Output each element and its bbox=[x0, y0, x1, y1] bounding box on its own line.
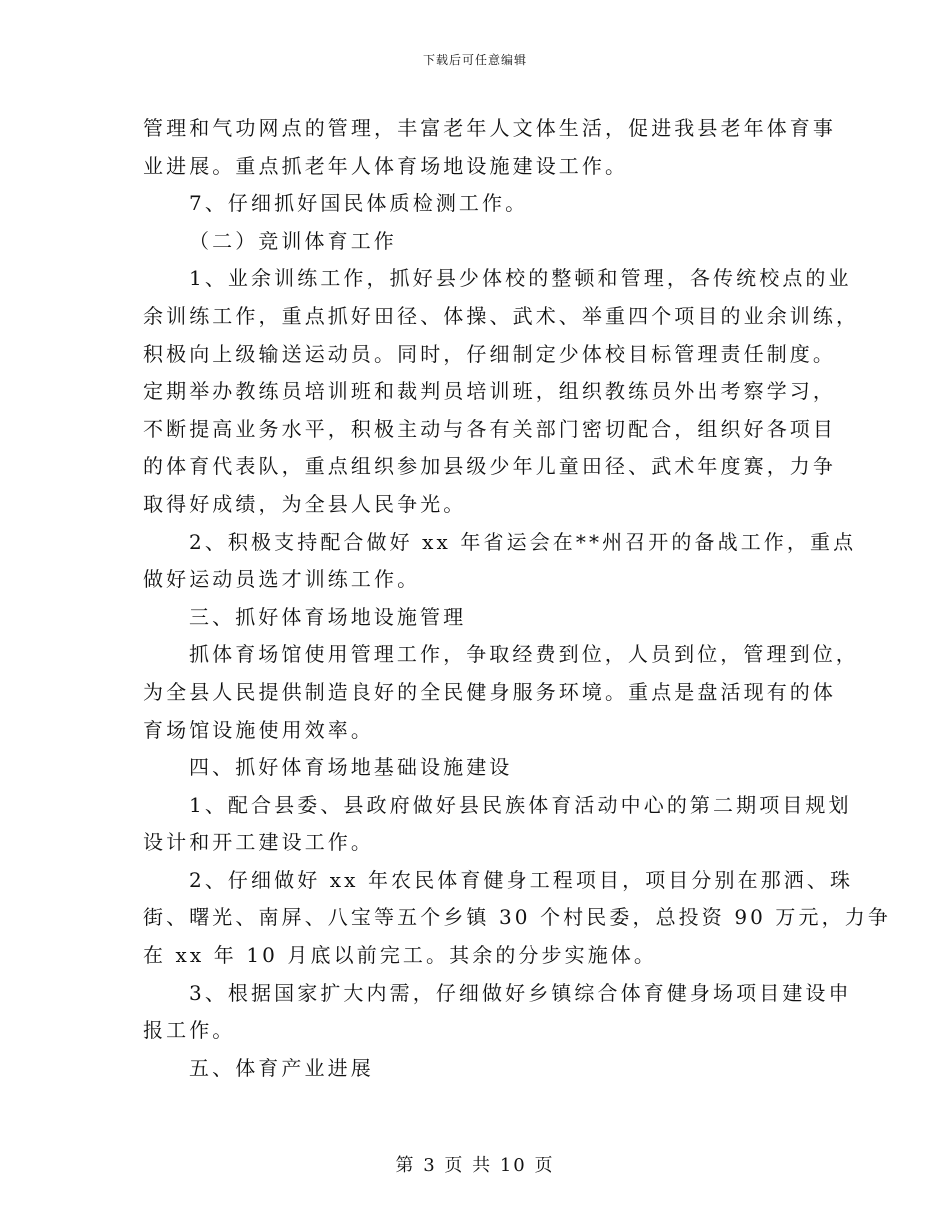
page-header: 下载后可任意编辑 bbox=[422, 53, 527, 67]
text-line: 街、曙光、南屏、八宝等五个乡镇 30 个村民委，总投资 90 万元，力争 bbox=[143, 905, 891, 930]
text-line: 业进展。重点抓老年人体育场地设施建设工作。 bbox=[143, 153, 629, 178]
text-line: 在 xx 年 10 月底以前完工。其余的分步实施体。 bbox=[143, 943, 658, 968]
text-line: 四、抓好体育场地基础设施建设 bbox=[189, 755, 513, 780]
text-line: 3、根据国家扩大内需，仔细做好乡镇综合体育健身场项目建设申 bbox=[189, 980, 852, 1005]
text-line: 管理和气功网点的管理，丰富老年人文体生活，促进我县老年体育事 bbox=[143, 116, 836, 140]
text-line: 积极向上级输送运动员。同时，仔细制定少体校目标管理责任制度。 bbox=[143, 341, 836, 366]
text-line: 余训练工作，重点抓好田径、体操、武术、举重四个项目的业余训练， bbox=[143, 303, 860, 328]
text-line: 1、配合县委、县政府做好县民族体育活动中心的第二期项目规划 bbox=[189, 792, 852, 817]
text-line: 的体育代表队，重点组织参加县级少年儿童田径、武术年度赛，力争 bbox=[143, 454, 836, 479]
text-line: 抓体育场馆使用管理工作，争取经费到位，人员到位，管理到位， bbox=[189, 642, 859, 667]
text-line: （二）竞训体育工作 bbox=[189, 228, 397, 253]
text-line: 2、仔细做好 xx 年农民体育健身工程项目，项目分别在那洒、珠 bbox=[189, 867, 854, 892]
text-line: 三、抓好体育场地设施管理 bbox=[189, 604, 467, 629]
document-body bbox=[143, 110, 891, 1087]
text-line: 五、体育产业进展 bbox=[189, 1055, 374, 1080]
text-line: 定期举办教练员培训班和裁判员培训班，组织教练员外出考察学习， bbox=[143, 379, 836, 404]
text-line: 育场馆设施使用效率。 bbox=[143, 717, 374, 742]
text-line: 2、积极支持配合做好 xx 年省运会在**州召开的备战工作，重点 bbox=[189, 529, 857, 554]
text-line: 取得好成绩，为全县人民争光。 bbox=[143, 491, 467, 516]
text-line: 做好运动员选才训练工作。 bbox=[143, 567, 421, 592]
text-line: 报工作。 bbox=[143, 1018, 236, 1043]
text-line: 7、仔细抓好国民体质检测工作。 bbox=[189, 191, 529, 216]
text-line: 设计和开工建设工作。 bbox=[143, 830, 374, 855]
page-footer: 第 3 页 共 10 页 bbox=[395, 1155, 555, 1176]
text-line: 为全县人民提供制造良好的全民健身服务环境。重点是盘活现有的体 bbox=[143, 679, 836, 704]
text-line: 1、业余训练工作，抓好县少体校的整顿和管理，各传统校点的业 bbox=[189, 266, 852, 291]
text-line: 不断提高业务水平，积极主动与各有关部门密切配合，组织好各项目 bbox=[143, 416, 836, 441]
